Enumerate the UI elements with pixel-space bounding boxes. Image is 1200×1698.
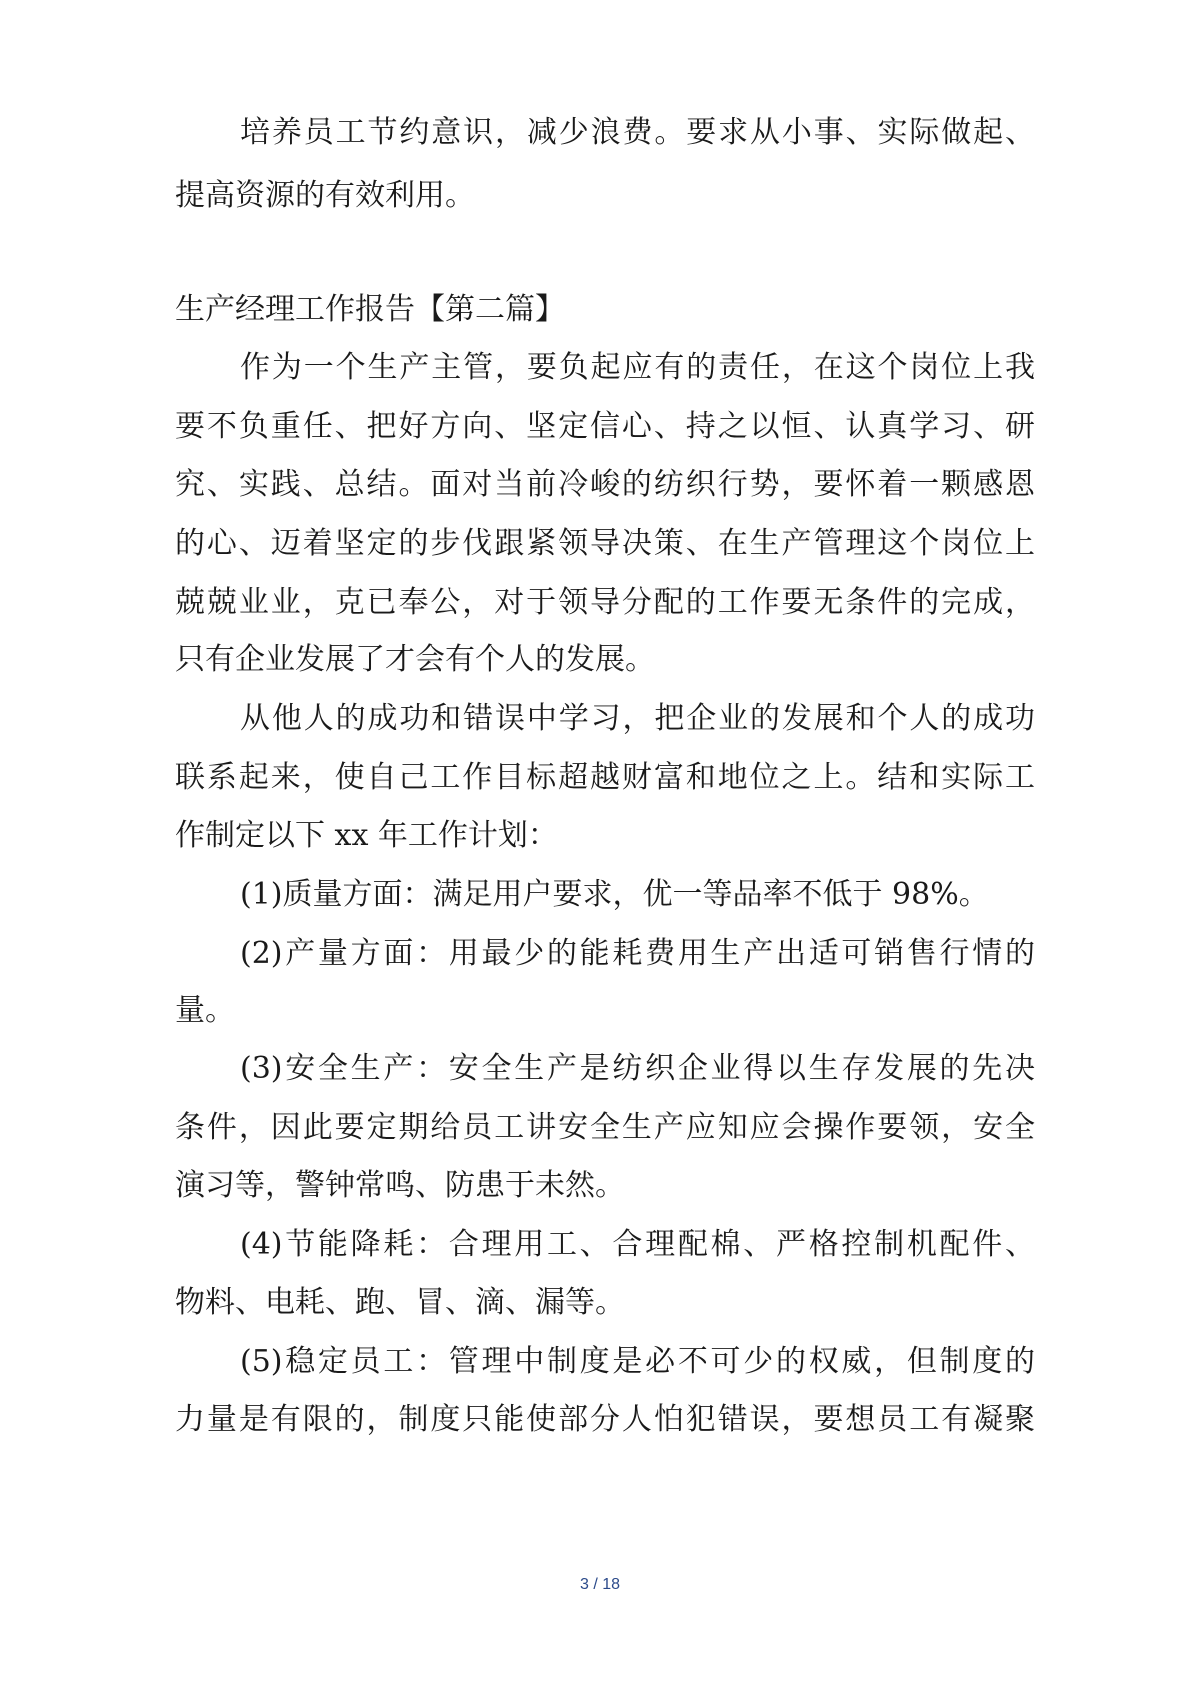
- section-title: 生产经理工作报告【第二篇】: [175, 292, 565, 327]
- item-2-line-1: (2)产量方面：用最少的能耗费用生产出适可销售行情的: [240, 936, 1035, 971]
- paragraph-2-line-2: 联系起来，使自己工作目标超越财富和地位之上。结和实际工: [175, 760, 1035, 795]
- paragraph-1-line-5: 兢兢业业，克已奉公，对于领导分配的工作要无条件的完成，: [175, 585, 1035, 620]
- item-4-line-1: (4)节能降耗：合理用工、合理配棉、严格控制机配件、: [240, 1227, 1035, 1262]
- paragraph-intro-line-1: 培养员工节约意识，减少浪费。要求从小事、实际做起、: [240, 115, 1035, 150]
- paragraph-1-line-6: 只有企业发展了才会有个人的发展。: [175, 642, 655, 677]
- paragraph-1-line-3: 究、实践、总结。面对当前冷峻的纺织行势，要怀着一颗感恩: [175, 467, 1035, 502]
- paragraph-1-line-2: 要不负重任、把好方向、坚定信心、持之以恒、认真学习、研: [175, 409, 1035, 444]
- item-5-line-1: (5)稳定员工：管理中制度是必不可少的权威，但制度的: [240, 1344, 1035, 1379]
- paragraph-intro-line-2: 提高资源的有效利用。: [175, 178, 475, 213]
- item-3-line-2: 条件，因此要定期给员工讲安全生产应知应会操作要领，安全: [175, 1110, 1035, 1145]
- item-5-line-2: 力量是有限的，制度只能使部分人怕犯错误，要想员工有凝聚: [175, 1402, 1035, 1437]
- item-1-line-1: (1)质量方面：满足用户要求，优一等品率不低于 98%。: [240, 877, 989, 912]
- paragraph-1-line-1: 作为一个生产主管，要负起应有的责任，在这个岗位上我: [240, 350, 1035, 385]
- paragraph-1-line-4: 的心、迈着坚定的步伐跟紧领导决策、在生产管理这个岗位上: [175, 526, 1035, 561]
- paragraph-2-line-3: 作制定以下 xx 年工作计划：: [175, 818, 558, 853]
- item-3-line-1: (3)安全生产：安全生产是纺织企业得以生存发展的先决: [240, 1051, 1035, 1086]
- page-number: 3 / 18: [579, 1576, 621, 1593]
- item-4-line-2: 物料、电耗、跑、冒、滴、漏等。: [175, 1285, 625, 1320]
- item-3-line-3: 演习等，警钟常鸣、防患于未然。: [175, 1168, 625, 1203]
- paragraph-2-line-1: 从他人的成功和错误中学习，把企业的发展和个人的成功: [240, 701, 1035, 736]
- item-2-line-2: 量。: [175, 993, 235, 1028]
